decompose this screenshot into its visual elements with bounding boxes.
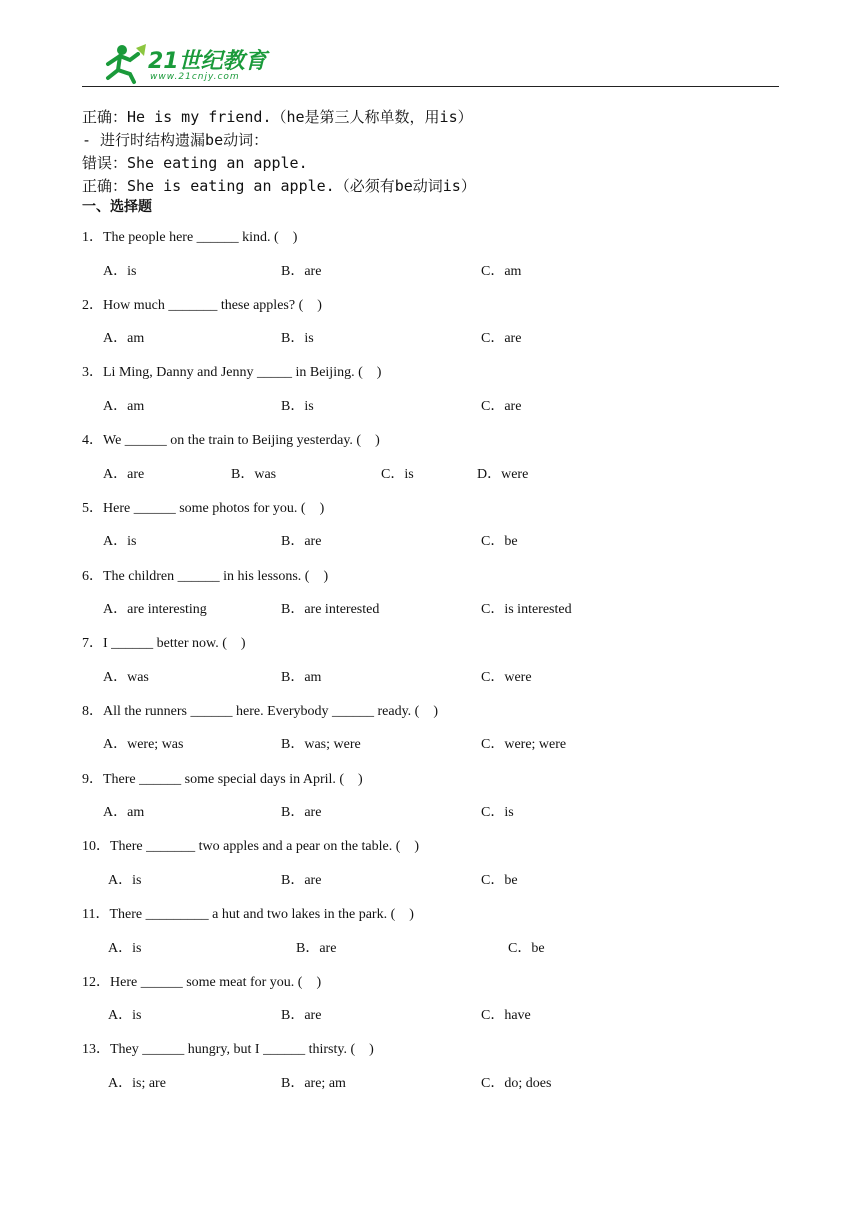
note-line-2: - 进行时结构遗漏be动词： <box>82 131 269 149</box>
option-a[interactable]: A．is <box>108 940 142 956</box>
option-d[interactable]: D．were <box>477 466 529 482</box>
section-title: 一、选择题 <box>82 199 152 215</box>
question-stem: 2．How much _______ these apples? ( ) <box>82 297 322 313</box>
option-b[interactable]: B．was <box>231 466 277 482</box>
option-b[interactable]: B．are <box>281 872 322 888</box>
option-b[interactable]: B．are <box>281 1008 322 1024</box>
option-a[interactable]: A．is <box>108 872 142 888</box>
question-stem: 4．We ______ on the train to Beijing yesterday. ( ) <box>82 433 380 449</box>
option-b[interactable]: B．was; were <box>281 737 361 753</box>
question-stem: 12．Here ______ some meat for you. ( ) <box>82 974 322 990</box>
option-c[interactable]: C．do; does <box>481 1075 552 1091</box>
option-c[interactable]: C．is interested <box>481 602 572 617</box>
option-a[interactable]: A．am <box>103 805 145 821</box>
logo <box>100 42 270 86</box>
note-line-1: 正确：He is my friend.（he是第三人称单数，用is） <box>82 108 473 126</box>
option-b[interactable]: B．are <box>296 940 337 956</box>
question-stem: 13．They ______ hungry, but I ______ thirsty. ( ) <box>82 1042 374 1058</box>
option-a[interactable]: A．is <box>108 1008 142 1024</box>
option-b[interactable]: B．am <box>281 669 322 685</box>
option-a[interactable]: A．are <box>103 466 145 482</box>
option-a[interactable]: A．were; was <box>103 737 184 753</box>
option-a[interactable]: A．am <box>103 331 145 347</box>
option-b[interactable]: B．are; am <box>281 1075 346 1091</box>
option-c[interactable]: C．are <box>481 331 522 347</box>
note-line-4: 正确：She is eating an apple.（必须有be动词is） <box>82 177 476 195</box>
option-a[interactable]: A．is <box>103 534 137 550</box>
option-a[interactable]: A．are interesting <box>103 602 207 617</box>
option-c[interactable]: C．have <box>481 1008 531 1024</box>
logo-sub-text: www.21cnjy.com <box>150 72 240 82</box>
option-a[interactable]: A．was <box>103 669 149 685</box>
logo-main-text: 21世纪教育 <box>148 49 267 74</box>
option-b[interactable]: B．are <box>281 534 322 550</box>
option-c[interactable]: C．be <box>481 534 518 550</box>
question-stem: 8．All the runners ______ here. Everybody ______ ready. ( ) <box>82 703 439 719</box>
option-b[interactable]: B．is <box>281 331 314 347</box>
question-stem: 11．There _________ a hut and two lakes in the park. ( ) <box>82 907 414 922</box>
option-c[interactable]: C．be <box>481 872 518 888</box>
question-stem: 9．There ______ some special days in April. ( ) <box>82 771 363 787</box>
question-stem: 7．I ______ better now. ( ) <box>82 636 246 652</box>
page-header <box>82 36 779 87</box>
question-stem: 5．Here ______ some photos for you. ( ) <box>82 500 325 516</box>
option-b[interactable]: B．is <box>281 398 314 414</box>
question-stem: 10．There _______ two apples and a pear on the table. ( ) <box>82 839 420 855</box>
option-c[interactable]: C．is <box>381 466 414 482</box>
option-b[interactable]: B．are <box>281 263 322 279</box>
question-stem: 3．Li Ming, Danny and Jenny _____ in Beijing. ( ) <box>82 365 382 381</box>
option-a[interactable]: A．am <box>103 398 145 414</box>
option-c[interactable]: C．am <box>481 263 522 279</box>
option-a[interactable]: A．is; are <box>108 1075 166 1091</box>
question-stem: 6．The children ______ in his lessons. ( ) <box>82 568 329 584</box>
option-b[interactable]: B．are interested <box>281 602 380 617</box>
option-c[interactable]: C．were; were <box>481 737 567 753</box>
option-c[interactable]: C．is <box>481 805 514 821</box>
question-stem: 1．The people here ______ kind. ( ) <box>82 230 298 245</box>
option-c[interactable]: C．be <box>508 940 545 956</box>
option-c[interactable]: C．are <box>481 398 522 414</box>
note-line-3: 错误：She eating an apple. <box>82 154 308 172</box>
option-b[interactable]: B．are <box>281 805 322 821</box>
option-c[interactable]: C．were <box>481 669 532 685</box>
option-a[interactable]: A．is <box>103 263 137 279</box>
